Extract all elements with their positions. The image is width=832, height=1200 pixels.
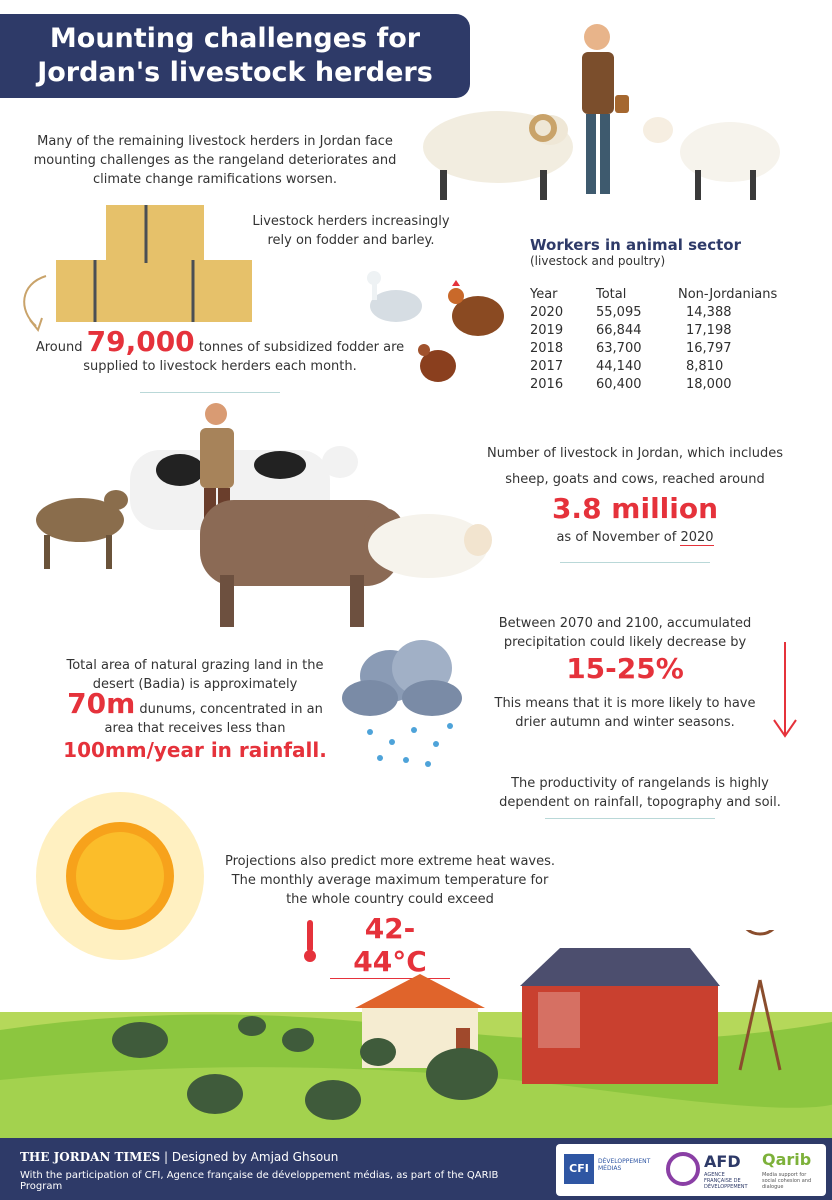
footer-credit — [20, 1150, 338, 1164]
hen-icon — [418, 344, 456, 382]
poultry-illustration — [360, 264, 520, 394]
goose-icon — [367, 271, 422, 322]
fodder-prefix: Around — [35, 340, 83, 355]
table-row — [530, 376, 810, 394]
grazing-line: Total area of natural grazing land in the desert (Badia) is approximately — [66, 658, 324, 692]
grazing-number: 70m — [67, 687, 136, 720]
livestock-line-3 — [470, 528, 800, 547]
table-cell: 2020 — [530, 305, 564, 320]
table-cell: 66,844 — [596, 323, 642, 338]
fodder-line: Livestock herders increasingly rely on fodder and barley. — [252, 214, 450, 248]
livestock-line-3-prefix: as of November of — [556, 530, 677, 545]
qarib-logo: Qarib — [762, 1150, 812, 1169]
table-row — [530, 322, 810, 340]
table-cell: 17,198 — [686, 323, 732, 338]
table-cell: 2018 — [530, 341, 564, 356]
fodder-number: 79,000 — [86, 325, 195, 358]
fodder-suffix: tonnes of subsidized fodder are supplied to livestock herders each month. — [83, 340, 405, 374]
grazing-unit-text: dunums, concentrated in an area that receives less than — [104, 702, 323, 736]
grazing-stat — [60, 687, 330, 738]
afd-subtitle: AGENCE FRANÇAISE DE DÉVELOPPEMENT — [704, 1172, 748, 1190]
livestock-illustration — [20, 400, 500, 640]
cfi-subtitle: DÉVELOPPEMENT MÉDIAS — [598, 1158, 651, 1172]
shepherd-icon — [582, 24, 629, 194]
workers-table — [530, 286, 810, 394]
table-cell: 18,000 — [686, 377, 732, 392]
intro-text: Many of the remaining livestock herders in Jordan face mounting challenges as the rangeland deteriorates and climate change ramifications worsen. — [33, 134, 397, 187]
table-cell: 60,400 — [596, 377, 642, 392]
precip-note: This means that it is more likely to have drier autumn and winter seasons. — [494, 696, 756, 730]
table-cell: 63,700 — [596, 341, 642, 356]
livestock-number: 3.8 million — [551, 492, 719, 525]
afd-logo: AFD — [704, 1152, 741, 1171]
farm-landscape-illustration — [0, 930, 832, 1138]
table-header-year: Year — [530, 287, 558, 302]
table-cell: 2019 — [530, 323, 564, 338]
page-title — [0, 14, 470, 98]
curved-arrow-icon — [14, 270, 54, 340]
partner-logos — [556, 1144, 826, 1196]
workers-title: Workers in animal sector — [530, 236, 741, 254]
rangeland-text: The productivity of rangelands is highly dependent on rainfall, topography and soil. — [499, 776, 781, 810]
table-header-non-jordanians: Non-Jordanians — [678, 287, 778, 302]
divider — [545, 818, 715, 819]
table-cell: 8,810 — [686, 359, 724, 374]
barn-icon — [520, 948, 720, 1084]
brown-cow-icon — [200, 500, 404, 627]
divider — [560, 562, 710, 563]
precip-number: 15-25% — [566, 652, 684, 685]
down-arrow-icon — [770, 640, 800, 740]
table-header-row — [530, 286, 810, 304]
afd-ring-icon — [666, 1152, 700, 1186]
title-line-2: Jordan's livestock herders — [37, 57, 433, 88]
hay-bales-illustration — [50, 200, 260, 330]
workers-section — [530, 236, 810, 394]
workers-subtitle: (livestock and poultry) — [530, 254, 666, 268]
sheep-icon — [643, 117, 780, 200]
table-cell: 2016 — [530, 377, 564, 392]
table-cell: 2017 — [530, 359, 564, 374]
shepherd-sheep-illustration — [410, 10, 790, 200]
jordan-times-logo: THE JORDAN TIMES — [20, 1150, 161, 1164]
fodder-stat — [30, 325, 410, 376]
qarib-subtitle: Media support for social cohesion and dialogue — [762, 1172, 812, 1190]
footer — [0, 1138, 832, 1200]
table-header-total: Total — [596, 287, 627, 302]
cfi-logo: CFI — [564, 1154, 594, 1184]
heat-number: 42-44°C — [330, 912, 450, 979]
table-cell: 44,140 — [596, 359, 642, 374]
heat-line: Projections also predict more extreme heat waves. The monthly average maximum temperature for the whole country could exceed — [224, 854, 556, 907]
divider — [140, 392, 280, 393]
livestock-year: 2020 — [680, 530, 714, 545]
table-cell: 55,095 — [596, 305, 642, 320]
grazing-rainfall: 100mm/year in rainfall. — [63, 738, 327, 762]
table-cell: 16,797 — [686, 341, 732, 356]
livestock-line-2: sheep, goats and cows, reached around — [505, 472, 765, 487]
table-row — [530, 304, 810, 322]
title-line-1: Mounting challenges for — [49, 23, 421, 54]
rain-cloud-icon — [340, 636, 470, 776]
designer-credit: | Designed by Amjad Ghsoun — [164, 1150, 339, 1164]
table-cell: 14,388 — [686, 305, 732, 320]
precip-line: Between 2070 and 2100, accumulated precipitation could likely decrease by — [498, 616, 752, 650]
livestock-line-1: Number of livestock in Jordan, which includes — [486, 446, 784, 461]
rooster-icon — [448, 280, 504, 336]
ram-icon — [423, 111, 573, 200]
goat-icon — [36, 490, 128, 569]
table-row — [530, 358, 810, 376]
table-row — [530, 340, 810, 358]
participation-text: With the participation of CFI, Agence française de développement médias, as part of the QARIB Program — [20, 1170, 499, 1192]
